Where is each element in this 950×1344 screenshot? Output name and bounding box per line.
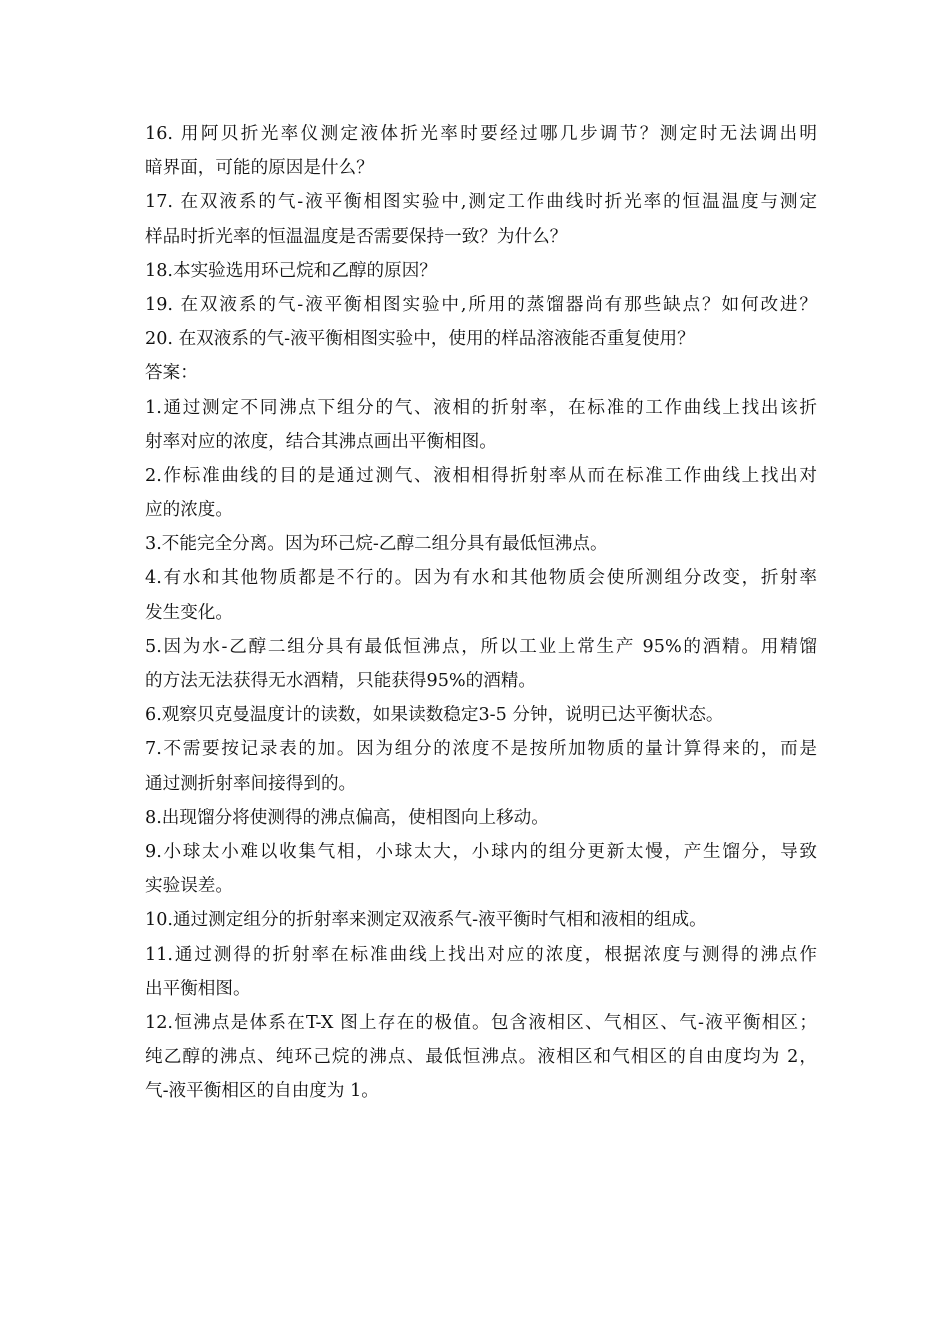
text-line: 7.不需要按记录表的加。因为组分的浓度不是按所加物质的量计算得来的，而是 — [145, 739, 817, 760]
text-line: 5.因为水-乙醇二组分具有最低恒沸点，所以工业上常生产 95%的酒精。用精馏 — [145, 636, 817, 657]
text-line: 20. 在双液系的气-液平衡相图实验中，使用的样品溶液能否重复使用？ — [145, 329, 695, 350]
text-line: 8.出现馏分将使测得的沸点偏高，使相图向上移动。 — [145, 807, 549, 828]
text-line: 19. 在双液系的气-液平衡相图实验中,所用的蒸馏器尚有那些缺点？如何改进？ — [145, 294, 817, 315]
text-line: 纯乙醇的沸点、纯环己烷的沸点、最低恒沸点。液相区和气相区的自由度均为 2， — [145, 1047, 817, 1068]
text-line: 11.通过测得的折射率在标准曲线上找出对应的浓度，根据浓度与测得的沸点作 — [145, 944, 817, 965]
text-line: 样品时折光率的恒温温度是否需要保持一致？为什么？ — [145, 226, 568, 247]
text-line: 6.观察贝克曼温度计的读数，如果读数稳定3-5 分钟，说明已达平衡状态。 — [145, 705, 724, 726]
text-line: 暗界面，可能的原因是什么？ — [145, 158, 374, 179]
text-line: 16. 用阿贝折光率仪测定液体折光率时要经过哪几步调节？测定时无法调出明 — [145, 124, 817, 144]
text-line: 出平衡相图。 — [145, 978, 251, 999]
text-line: 2.作标准曲线的目的是通过测气、液相相得折射率从而在标准工作曲线上找出对 — [145, 465, 817, 486]
text-line: 气-液平衡相区的自由度为 1。 — [145, 1081, 379, 1102]
text-line: 4.有水和其他物质都是不行的。因为有水和其他物质会使所测组分改变，折射率 — [145, 568, 817, 589]
text-line: 的方法无法获得无水酒精，只能获得95%的酒精。 — [145, 671, 536, 691]
text-line: 3.不能完全分离。因为环己烷-乙醇二组分具有最低恒沸点。 — [145, 534, 608, 555]
text-line: 17. 在双液系的气-液平衡相图实验中,测定工作曲线时折光率的恒温温度与测定 — [145, 192, 817, 213]
text-line: 10.通过测定组分的折射率来测定双液系气-液平衡时气相和液相的组成。 — [145, 910, 707, 931]
text-line: 1.通过测定不同沸点下组分的气、液相的折射率，在标准的工作曲线上找出该折 — [145, 397, 817, 418]
text-line: 发生变化。 — [145, 602, 233, 623]
text-line: 9.小球太小难以收集气相，小球太大，小球内的组分更新太慢，产生馏分，导致 — [145, 841, 817, 862]
text-line: 射率对应的浓度，结合其沸点画出平衡相图。 — [145, 431, 497, 452]
text-line: 答案： — [145, 363, 198, 384]
text-line: 12.恒沸点是体系在T-X 图上存在的极值。包含液相区、气相区、气-液平衡相区； — [145, 1012, 817, 1033]
text-line: 通过测折射率间接得到的。 — [145, 773, 357, 794]
text-line: 实验误差。 — [145, 876, 233, 897]
text-line: 18.本实验选用环己烷和乙醇的原因？ — [145, 260, 437, 281]
document-body — [145, 117, 817, 1108]
text-line: 应的浓度。 — [145, 500, 233, 521]
